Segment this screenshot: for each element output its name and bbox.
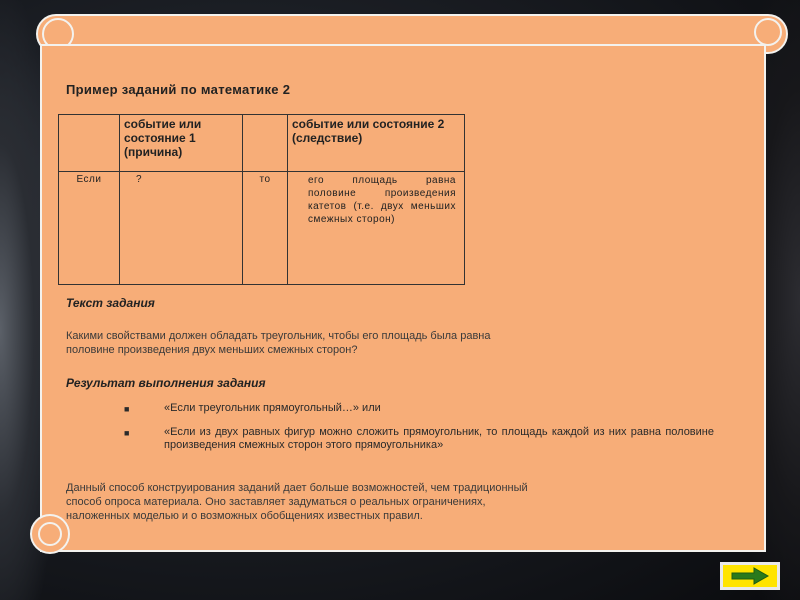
table-header-cause: событие или состояние 1 (причина) bbox=[120, 115, 243, 172]
table-cell-if: Если bbox=[59, 172, 120, 285]
table-header-effect: событие или состояние 2 (следствие) bbox=[288, 115, 465, 172]
result-item-2: «Если из двух равных фигур можно сложить прямоугольник, то площадь каждой из них равна половине произведения смежных сторон этого прямоугольника» bbox=[164, 426, 714, 451]
table-cell-effect: его площадь равна половине произведения катетов (т.е. двух меньших смежных сторон) bbox=[288, 172, 465, 285]
next-slide-button[interactable] bbox=[720, 562, 780, 590]
conclusion-line-1: Данный способ конструирования заданий дает больше возможностей, чем традиционный bbox=[66, 482, 528, 494]
table-header-empty bbox=[59, 115, 120, 172]
bullet-2: ■ bbox=[124, 428, 130, 438]
bullet-1: ■ bbox=[124, 404, 130, 414]
task-text-line-2: половине произведения двух меньших смежных сторон? bbox=[66, 344, 358, 356]
task-text-line-1: Какими свойствами должен обладать треугольник, чтобы его площадь была равна bbox=[66, 330, 491, 342]
table-cell-then: то bbox=[243, 172, 288, 285]
result-heading: Результат выполнения задания bbox=[66, 376, 266, 390]
page-title: Пример заданий по математике 2 bbox=[66, 82, 291, 97]
scroll-bottom-curl-inner bbox=[38, 522, 62, 546]
table-header-empty-2 bbox=[243, 115, 288, 172]
conclusion-line-2: способ опроса материала. Оно заставляет задуматься о реальных ограничениях, bbox=[66, 496, 486, 508]
arrow-right-icon bbox=[730, 567, 770, 585]
task-heading: Текст задания bbox=[66, 296, 155, 310]
table-row bbox=[59, 172, 465, 285]
scroll-top-curl-right bbox=[754, 18, 782, 46]
table-header-row bbox=[59, 115, 465, 172]
conclusion-line-3: наложенных моделью и о возможных обобщениях известных правил. bbox=[66, 510, 423, 522]
result-item-1: «Если треугольник прямоугольный…» или bbox=[164, 402, 381, 414]
cause-effect-table bbox=[58, 114, 465, 285]
table-cell-cause: ? bbox=[120, 172, 243, 285]
